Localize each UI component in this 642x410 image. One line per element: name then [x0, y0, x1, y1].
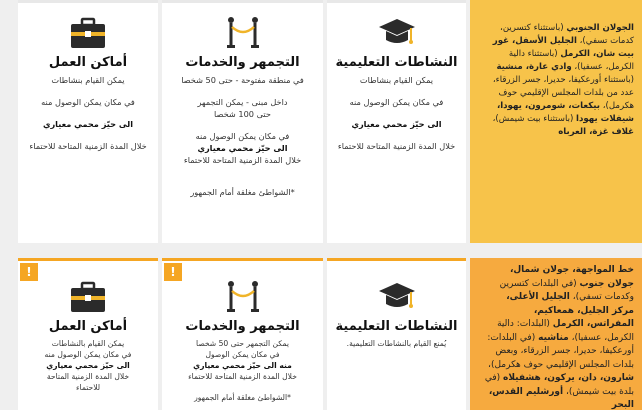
card-text: للاحتماء: [75, 383, 101, 392]
region-note: (باستثناء كتسرين، كدمات تسفي)،: [500, 23, 634, 46]
warning-icon: !: [164, 263, 182, 281]
card-gatherings-services-1: [162, 0, 323, 243]
briefcase-icon: [68, 277, 108, 317]
region-note: (في بلدة بيت شيمش)،: [484, 373, 634, 397]
beaches-note: *الشواطئ مغلقة أمام الجمهور: [194, 393, 291, 402]
card-title: التجمهر والخدمات: [185, 55, 300, 70]
card-text: في مكان يمكن الوصول منه: [349, 97, 444, 107]
region-note: (باستثناء أورعكيفا، حديرا، جسر الزرقاء، عدد من بلدات المجلس الإقليمي حوف هكرمل)،: [492, 75, 634, 111]
card-text: يمكن القيام بنشاطات: [51, 75, 125, 85]
graduation-cap-icon: [377, 277, 417, 317]
card-workplaces-2: [18, 258, 158, 410]
region-note: (باستثناء بيت شيمش)،: [492, 114, 577, 124]
region-name: خط المواجهة، جولان شمال، جولان جنوب: [509, 265, 634, 289]
graduation-cap-icon: [377, 13, 417, 53]
card-text-bold: الى حيّز محمي معياري: [46, 361, 130, 370]
card-title: النشاطات التعليمية: [335, 319, 458, 334]
region-name: أورشليم القدس، البحر: [488, 386, 634, 410]
card-educational-activities-2: [327, 258, 466, 410]
region-name: وادي عارة، منشية: [496, 62, 572, 72]
region-note: (باستثناء دالية الكرمل، عسفيا)،: [508, 49, 634, 72]
region-name: مناشيه: [538, 332, 569, 343]
region-name: بيكعات، شومرون، يهودا، شيفلات يهودا: [496, 101, 634, 124]
region-name: الجولان الجنوبي: [566, 23, 634, 33]
card-educational-activities-1: [327, 0, 466, 243]
card-text: في مكان يمكن الوصول: [205, 350, 280, 359]
region-list-2: [470, 258, 642, 410]
card-text-bold: الى حيّز محمي معياري: [42, 119, 134, 129]
card-text: يمكن القيام بنشاطات: [359, 75, 434, 85]
card-text: خلال المدة الزمنية المتاحة للاحتماء: [188, 372, 297, 381]
card-text: في مكان يمكن الوصول منه: [41, 97, 135, 107]
card-text: في مكان يمكن الوصول منه: [195, 131, 290, 141]
card-text: يمكن القيام بالنشاطات: [51, 339, 125, 348]
crowd-barrier-icon: [223, 277, 263, 317]
region-name: شارون، دان، يركون، هشفيلاه: [503, 373, 634, 383]
card-workplaces-1: [18, 0, 158, 243]
card-title: النشاطات التعليمية: [335, 55, 458, 70]
card-text-bold: منه الى حيّز محمي معياري: [193, 361, 292, 370]
card-text: خلال المدة الزمنية المتاحة: [46, 372, 130, 381]
region-note: (في البلدات كتسرين وكدمات تسفي)،: [499, 278, 634, 302]
region-name: الجليل الأعلى، مركز الجليل، همعاكيم، المفراتس، الكرمل: [506, 292, 634, 329]
crowd-barrier-icon: [223, 13, 263, 53]
card-text: حتى 100 شخصا: [214, 109, 271, 119]
region-name: الجليل الأسفل، غور بيت شان، الكرمل: [492, 36, 634, 59]
region-list-1: [470, 0, 642, 243]
region-note: (البلدات: دالية الكرمل، عسفيا)،: [497, 319, 634, 343]
card-text: يُمنع القيام بالنشاطات التعليمية.: [346, 339, 447, 348]
warning-icon: !: [20, 263, 38, 281]
card-text: خلال المدة الزمنية المتاحة للاحتماء: [29, 141, 147, 151]
card-title: أماكن العمل: [48, 319, 128, 334]
card-text-bold: الى حيّز محمي معياري: [351, 119, 442, 129]
card-title: أماكن العمل: [48, 55, 128, 70]
card-text: داخل مبنى - يمكن التجمهر: [197, 97, 288, 107]
card-text: في مكان يمكن الوصول منه: [44, 350, 132, 359]
card-text: في منطقة مفتوحة - حتى 50 شخصا: [181, 75, 304, 85]
card-text: خلال المدة الزمنية المتاحة للاحتماء: [337, 141, 456, 151]
card-text: يمكن التجمهر حتى 50 شخصا: [196, 339, 289, 348]
region-name: غلاف غزة، العرباه: [558, 127, 634, 137]
beaches-note: *الشواطئ مغلقة أمام الجمهور: [190, 187, 295, 197]
status-row-2: [0, 258, 642, 410]
card-text-bold: الى حيّز محمي معياري: [197, 143, 288, 153]
briefcase-icon: [68, 13, 108, 53]
card-title: التجمهر والخدمات: [185, 319, 300, 334]
card-text: خلال المدة الزمنية المتاحة للاحتماء: [183, 155, 302, 165]
card-gatherings-services-2: [162, 258, 323, 410]
region-note: (في البلدات: أورعكيفا، حديرا، جسر الزرقاء، وبعض بلدات المجلس الإقليمي حوف هكرمل)،: [487, 332, 634, 370]
